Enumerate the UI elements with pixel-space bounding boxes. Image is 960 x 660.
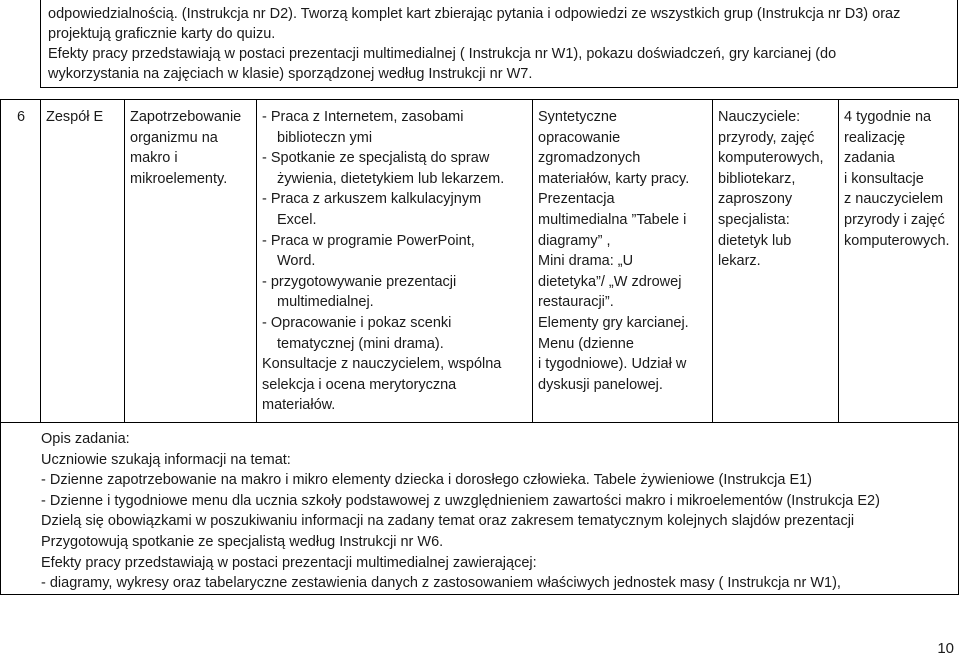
teacher-line: bibliotekarz, <box>718 170 796 187</box>
result-line: Prezentacja <box>538 191 615 208</box>
text-line: projektują graficznie karty do quizu. <box>48 26 276 42</box>
method-line: Konsultacje z nauczycielem, wspólna <box>262 356 502 373</box>
page-number: 10 <box>937 640 954 657</box>
result-line: Elementy gry karcianej. <box>538 314 689 331</box>
method-line: - Praca w programie PowerPoint, <box>262 232 475 249</box>
description-line: Opis zadania: <box>41 431 130 447</box>
text-line: wykorzystania na zajęciach w klasie) sporządzonej według Instrukcji nr W7. <box>48 66 533 82</box>
teachers-cell <box>713 100 839 423</box>
row-number: 6 <box>1 100 41 423</box>
teacher-line: Nauczyciele: <box>718 109 801 125</box>
topic-cell <box>125 100 257 423</box>
previous-row-continuation <box>40 0 958 88</box>
result-line: zgromadzonych <box>538 150 641 167</box>
table-row <box>1 100 959 423</box>
team-name: Zespół E <box>41 100 125 423</box>
result-line: multimedialna ”Tabele i <box>538 211 687 228</box>
description-line: - Dzienne zapotrzebowanie na makro i mikro elementy dziecka i dorosłego człowieka. Tabele żywieniowe (Instrukcja E1) <box>41 472 813 489</box>
description-line: - diagramy, wykresy oraz tabelaryczne zestawienia danych z zastosowaniem właściwych jednostek masy ( Instrukcja nr W1), <box>41 575 841 592</box>
method-line: biblioteczn ymi <box>277 129 373 146</box>
time-line: 4 tygodnie na <box>844 109 932 125</box>
result-line: restauracji”. <box>538 294 614 311</box>
method-line: - Praca z arkuszem kalkulacyjnym <box>262 191 482 208</box>
teacher-line: dietetyk lub <box>718 232 792 249</box>
description-line: Dzielą się obowiązkami w poszukiwaniu informacji na zadany temat oraz zakresem tematycznym kolejnych slajdów prezentacji <box>41 513 855 530</box>
text-line: odpowiedzialnością. (Instrukcja nr D2). Tworzą komplet kart zbierając pytania i odpowiedzi ze wszystkich grup (Instrukcja nr D3) oraz <box>48 6 901 22</box>
description-line: Uczniowie szukają informacji na temat: <box>41 451 291 468</box>
method-line: selekcja i ocena merytoryczna <box>262 376 457 393</box>
time-cell <box>839 100 959 423</box>
method-line: Word. <box>277 253 316 270</box>
results-cell <box>533 100 713 423</box>
result-line: Mini drama: „U <box>538 253 634 270</box>
method-line: - Spotkanie ze specjalistą do spraw <box>262 150 490 167</box>
task-description <box>1 423 959 595</box>
methods-cell <box>257 100 533 423</box>
description-line: Efekty pracy przedstawiają w postaci prezentacji multimedialnej zawierającej: <box>41 554 537 571</box>
result-line: Syntetyczne <box>538 109 617 125</box>
topic-line: makro i <box>130 150 178 167</box>
time-line: przyrody i zajęć <box>844 211 945 228</box>
description-line: Przygotowują spotkanie ze specjalistą według Instrukcji nr W6. <box>41 533 444 550</box>
result-line: diagramy” , <box>538 232 611 249</box>
topic-line: organizmu na <box>130 129 218 146</box>
time-line: komputerowych. <box>844 232 950 249</box>
method-line: materiałów. <box>262 397 336 414</box>
result-line: dyskusji panelowej. <box>538 376 663 393</box>
teacher-line: komputerowych, <box>718 150 824 167</box>
method-line: żywienia, dietetykiem lub lekarzem. <box>277 170 505 187</box>
result-line: i tygodniowe). Udział w <box>538 356 687 373</box>
topic-line: mikroelementy. <box>130 170 228 187</box>
result-line: Menu (dzienne <box>538 335 634 352</box>
method-line: multimedialnej. <box>277 294 374 311</box>
time-line: i konsultacje <box>844 170 924 187</box>
teacher-line: zaproszony <box>718 191 793 208</box>
result-line: dietetyka”/ „W zdrowej <box>538 273 682 290</box>
time-line: realizację <box>844 129 906 146</box>
teacher-line: lekarz. <box>718 253 761 270</box>
method-line: - Opracowanie i pokaz scenki <box>262 314 452 331</box>
teacher-line: specjalista: <box>718 211 790 228</box>
method-line: - przygotowywanie prezentacji <box>262 273 457 290</box>
topic-line: Zapotrzebowanie <box>130 109 242 125</box>
description-line: - Dzienne i tygodniowe menu dla ucznia szkoły podstawowej z uwzględnieniem zawartości makro i mikroelementów (Instrukcja E2) <box>41 492 880 509</box>
text-line: Efekty pracy przedstawiają w postaci prezentacji multimedialnej ( Instrukcja nr W1), pokazu doświadczeń, gry karcianej (do <box>48 46 837 62</box>
result-line: opracowanie <box>538 129 621 146</box>
time-line: zadania <box>844 150 895 167</box>
result-line: materiałów, karty pracy. <box>538 170 690 187</box>
time-line: z nauczycielem <box>844 191 944 208</box>
method-line: - Praca z Internetem, zasobami <box>262 109 464 125</box>
project-table <box>0 99 959 595</box>
teacher-line: przyrody, zajęć <box>718 129 815 146</box>
description-row <box>1 423 959 595</box>
method-line: tematycznej (mini drama). <box>277 335 444 352</box>
method-line: Excel. <box>277 211 317 228</box>
